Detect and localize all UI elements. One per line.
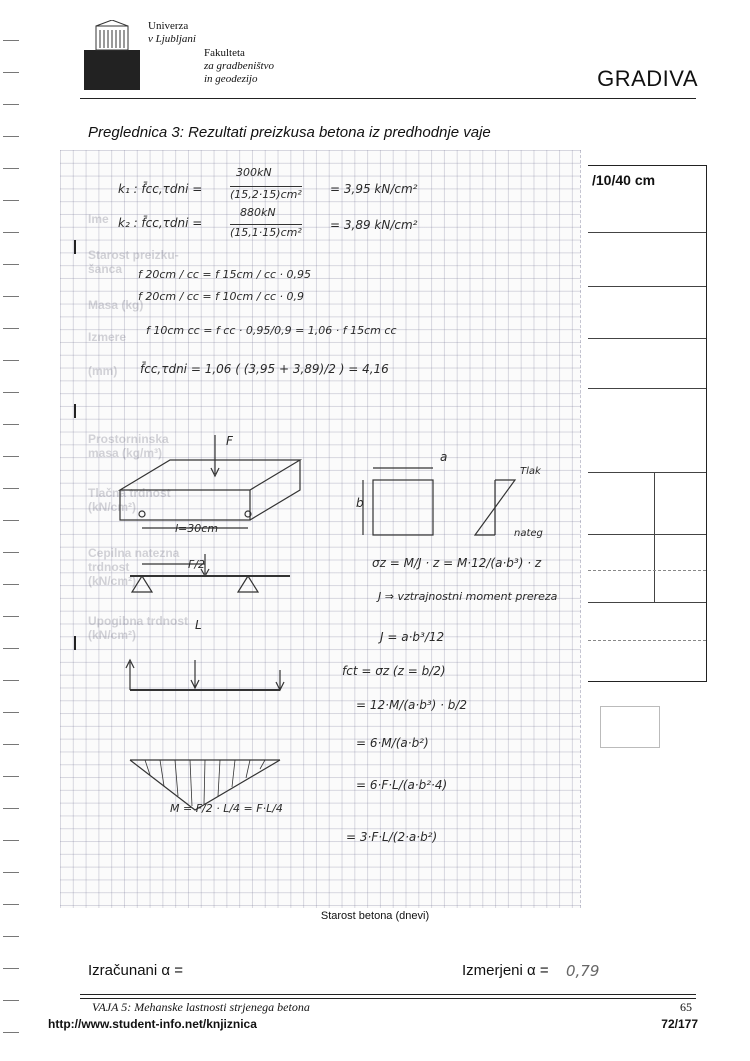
faint-label: (kN/cm²) xyxy=(88,574,137,588)
k1-denominator: (15,2·15)cm² xyxy=(230,188,302,201)
prism-header: /10/40 cm xyxy=(592,172,656,188)
x-axis-label: Starost betona (dnevi) xyxy=(320,910,430,922)
span-label: l=30cm xyxy=(175,522,219,535)
faculty-line3: in geodezijo xyxy=(204,73,258,85)
faint-label: (kN/cm²) xyxy=(88,628,137,642)
page-counter: 72/177 xyxy=(661,1017,698,1031)
faint-label: Ime xyxy=(88,212,109,226)
faint-label: (kN/cm²) xyxy=(88,500,137,514)
stamp-mark xyxy=(600,706,660,748)
k2-result: = 3,89 kN/cm² xyxy=(330,218,418,232)
university-logo xyxy=(84,20,140,90)
k2-lhs: k₂ : f̄cc,τdni = xyxy=(118,216,203,230)
table-title: Preglednica 3: Rezultati preizkusa betona iz predhodnje vaje xyxy=(88,124,491,141)
inertia-formula: J = a·b³/12 xyxy=(380,630,445,644)
stress-formula: σz = M/J · z = M·12/(a·b³) · z xyxy=(372,556,542,570)
half-force-label: F/2 xyxy=(188,558,206,571)
footer-course: VAJA 5: Mehanske lastnosti strjenega betona xyxy=(92,1000,310,1014)
faculty-line2: za gradbeništvo xyxy=(204,60,274,72)
conversion-1: f 20cm / cc = f 15cm / cc · 0,95 xyxy=(138,268,312,281)
faint-label: Cepilna natezna xyxy=(88,546,180,560)
header-rule xyxy=(80,98,696,99)
faint-label: Upogibna trdnost xyxy=(88,614,188,628)
university-city: v Ljubljani xyxy=(148,33,196,45)
table-edge-mark xyxy=(74,240,76,254)
alpha-measured-value: 0,79 xyxy=(566,962,600,980)
table-edge-mark xyxy=(74,636,76,650)
inertia-note: J ⇒ vztrajnostni moment prereza xyxy=(378,590,558,603)
final-strength: f̄cc,τdni = 1,06 ( (3,95 + 3,89)/2 ) = 4,16 xyxy=(140,362,389,376)
alpha-calculated-label: Izračunani α = xyxy=(88,962,183,979)
conversion-3: f 10cm cc = f cc · 0,95/0,9 = 1,06 · f 15cm cc xyxy=(146,324,397,337)
section-a-label: a xyxy=(440,450,448,464)
k1-result: = 3,95 kN/cm² xyxy=(330,182,418,196)
force-label: F xyxy=(226,434,233,448)
tension-label: nateg xyxy=(514,528,543,539)
fct-step-3: = 6·M/(a·b²) xyxy=(356,736,429,750)
alpha-measured-label: Izmerjeni α = xyxy=(462,962,549,979)
length-label: L xyxy=(195,618,202,632)
fct-step-1: fct = σz (z = b/2) xyxy=(342,664,446,678)
k2-numerator: 880kN xyxy=(240,206,276,219)
conversion-2: f 20cm / cc = f 10cm / cc · 0,9 xyxy=(138,290,305,303)
footer-rule xyxy=(80,994,696,999)
faint-label: Izmere xyxy=(88,330,127,344)
faint-label: šanca xyxy=(88,262,123,276)
faint-label: Tlačna trdnost xyxy=(88,486,171,500)
university-name: Univerza xyxy=(148,20,189,32)
moment-formula: M = F/2 · L/4 = F·L/4 xyxy=(170,802,283,815)
fct-step-2: = 12·M/(a·b³) · b/2 xyxy=(356,698,468,712)
faint-label: Masa (kg) xyxy=(88,298,144,312)
faint-label: Prostorninska xyxy=(88,432,169,446)
k1-lhs: k₁ : f̄cc,τdni = xyxy=(118,182,203,196)
footer-page-number: 65 xyxy=(680,1000,692,1014)
k2-denominator: (15,1·15)cm² xyxy=(230,226,302,239)
compression-label: Tlak xyxy=(520,466,541,477)
beam-diagrams xyxy=(90,430,330,830)
section-b-label: b xyxy=(356,496,364,510)
faculty-name: Fakulteta xyxy=(204,47,245,59)
fct-step-4: = 6·F·L/(a·b²·4) xyxy=(356,778,448,792)
table-edge-mark xyxy=(74,404,76,418)
faint-label: masa (kg/m³) xyxy=(88,446,163,460)
k1-numerator: 300kN xyxy=(236,166,272,179)
source-url[interactable]: http://www.student-info.net/knjiznica xyxy=(48,1017,257,1031)
section-title: GRADIVA xyxy=(597,66,698,91)
faint-label: trdnost xyxy=(88,560,130,574)
fct-step-5: = 3·F·L/(2·a·b²) xyxy=(346,830,438,844)
results-table-remnant xyxy=(588,165,707,682)
faint-label: Starost preizku- xyxy=(88,248,179,262)
faint-label: (mm) xyxy=(88,364,118,378)
